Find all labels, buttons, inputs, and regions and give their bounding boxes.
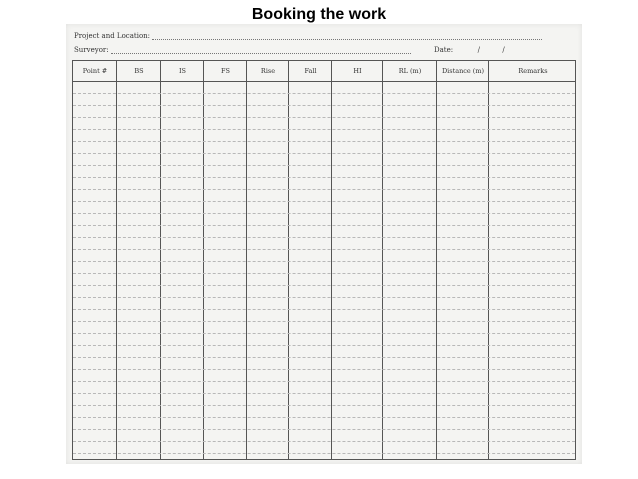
table-row-line (73, 165, 575, 166)
table-row-line (73, 213, 575, 214)
column-divider (203, 61, 204, 459)
table-row-line (73, 153, 575, 154)
table-row-line (73, 129, 575, 130)
level-book-sheet (66, 24, 582, 464)
surveyor-line (111, 53, 411, 54)
column-divider (488, 61, 489, 459)
table-row-line (73, 333, 575, 334)
project-field (74, 32, 542, 40)
table-row-line (73, 417, 575, 418)
table-row-line (73, 345, 575, 346)
column-header-is: IS (178, 66, 187, 75)
table-row-line (73, 249, 575, 250)
table-row-line (73, 117, 575, 118)
date-label: Date: (434, 46, 454, 54)
table-row-line (73, 369, 575, 370)
table-row-line (73, 297, 575, 298)
booking-table (72, 60, 576, 460)
surveyor-label: Surveyor: (74, 46, 109, 54)
date-field (434, 46, 505, 54)
column-divider (160, 61, 161, 459)
date-separator-1: / (477, 46, 480, 54)
table-row-line (73, 429, 575, 430)
surveyor-field (74, 46, 411, 54)
table-row-line (73, 237, 575, 238)
table-row-line (73, 273, 575, 274)
table-row-line (73, 177, 575, 178)
table-row-line (73, 189, 575, 190)
table-row-line (73, 93, 575, 94)
project-label: Project and Location: (74, 32, 151, 40)
table-row-line (73, 285, 575, 286)
table-row-line (73, 309, 575, 310)
column-divider (116, 61, 117, 459)
column-divider (382, 61, 383, 459)
table-row-line (73, 201, 575, 202)
column-header-rl: RL (m) (398, 66, 422, 75)
table-row-line (73, 393, 575, 394)
table-row-line (73, 405, 575, 406)
header-divider (73, 81, 575, 82)
column-header-remarks: Remarks (518, 66, 548, 75)
column-header-fall: Fall (304, 66, 317, 75)
table-row-line (73, 225, 575, 226)
table-row-line (73, 321, 575, 322)
table-row-line (73, 261, 575, 262)
column-divider (331, 61, 332, 459)
table-row-line (73, 441, 575, 442)
table-row-line (73, 381, 575, 382)
table-row-line (73, 141, 575, 142)
column-header-distance: Distance (m) (441, 66, 485, 75)
table-row-line (73, 357, 575, 358)
column-header-rise: Rise (260, 66, 276, 75)
slide-title: Booking the work (251, 6, 387, 23)
project-line (152, 39, 542, 40)
column-divider (436, 61, 437, 459)
table-row-line (73, 453, 575, 454)
column-header-bs: BS (134, 66, 144, 75)
column-header-point: Point # (82, 66, 108, 75)
column-divider (246, 61, 247, 459)
column-header-fs: FS (221, 66, 230, 75)
column-header-hi: HI (353, 66, 362, 75)
table-row-line (73, 105, 575, 106)
column-divider (288, 61, 289, 459)
date-separator-2: / (502, 46, 505, 54)
